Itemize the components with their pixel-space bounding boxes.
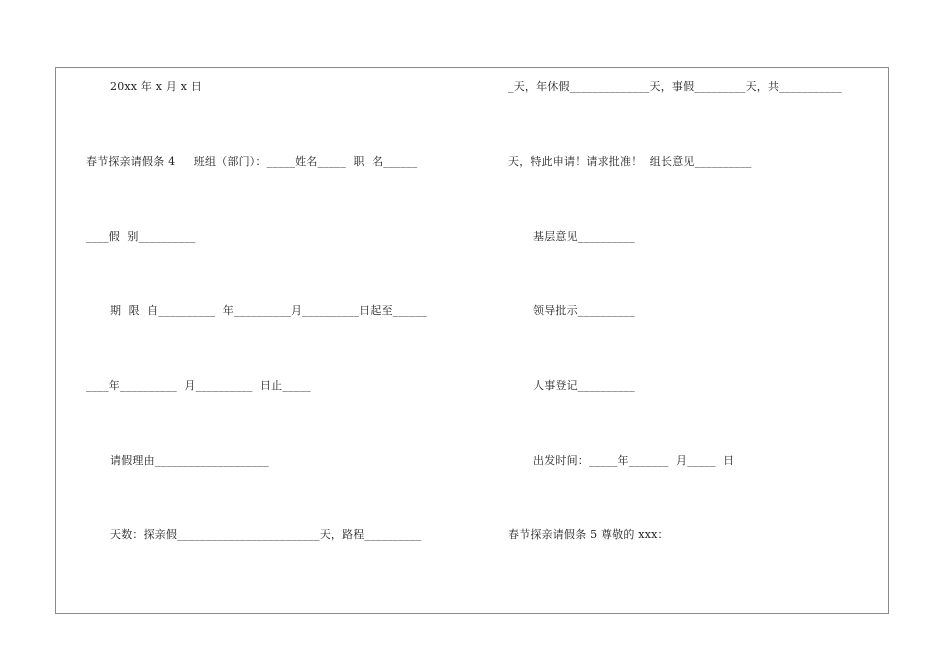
next-leave-note-title-line: 春节探亲请假条 5 尊敬的 xxx： <box>508 528 669 541</box>
period-to-line: ____年__________ 月__________ 日止_____ <box>86 379 311 392</box>
date-line: 20xx 年 x 月 x 日 <box>110 80 203 93</box>
period-from-line: 期 限 自__________ 年__________月__________日起至______ <box>110 304 427 317</box>
reason-line: 请假理由____________________ <box>110 454 269 467</box>
days-line: 天数：探亲假_________________________天，路程__________ <box>110 528 422 541</box>
leave-note-title-line: 春节探亲请假条 4 班组（部门）：_____姓名_____ 职 名______ <box>86 155 418 168</box>
leave-type-line: ____假 别__________ <box>86 230 196 243</box>
days-continued-line: _天，年休假______________天，事假_________天，共___________ <box>508 80 842 93</box>
request-line: 天，特此申请！请求批准！ 组长意见__________ <box>508 155 752 168</box>
departure-time-line: 出发时间：_____年_______ 月_____ 日 <box>533 454 735 467</box>
grassroots-opinion-line: 基层意见__________ <box>533 230 635 243</box>
hr-register-line: 人事登记__________ <box>533 379 635 392</box>
leader-approval-line: 领导批示__________ <box>533 304 635 317</box>
